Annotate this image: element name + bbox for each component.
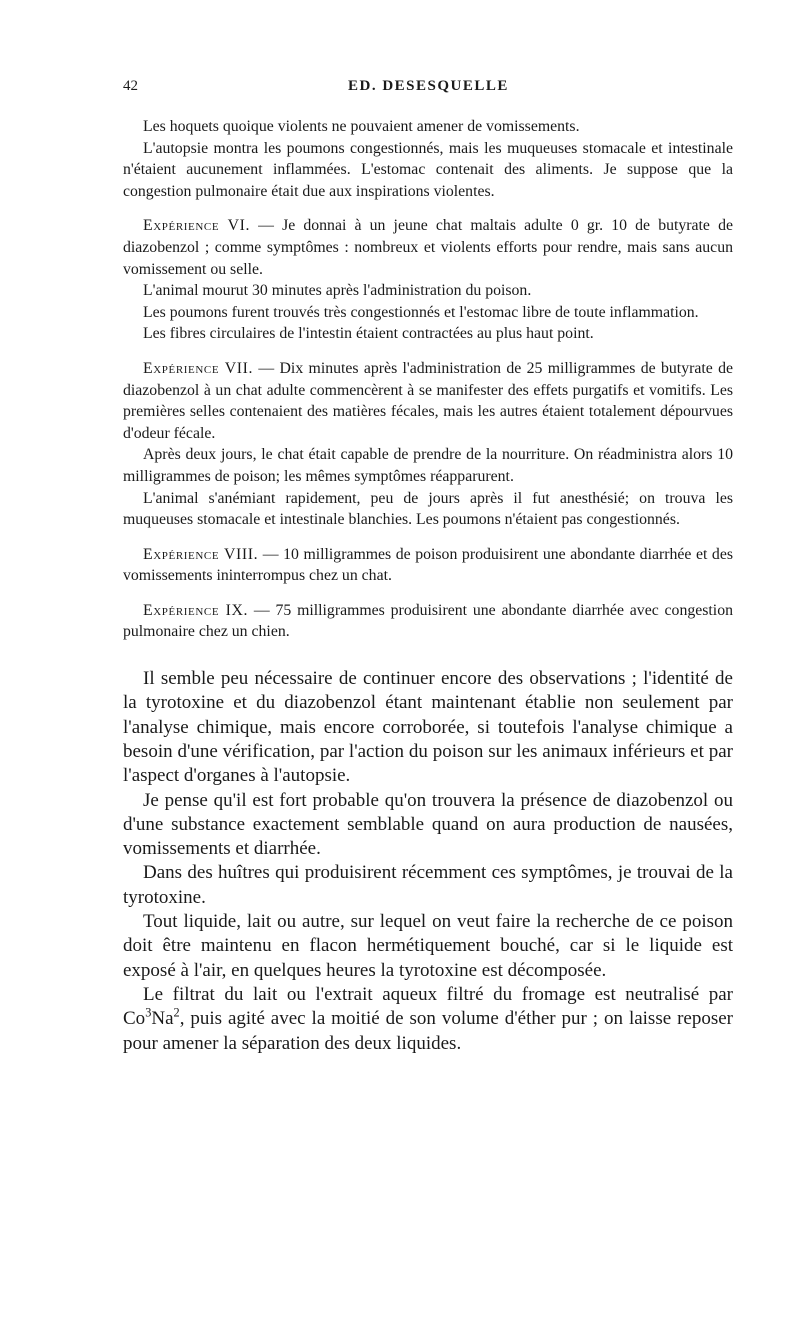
- running-title: ED. DESESQUELLE: [348, 78, 509, 94]
- text-run: Na: [151, 1008, 174, 1030]
- text-run: , puis agité avec la moitié de son volume d'éther pur ; on laisse reposer pour amener la séparation des deux liquides.: [123, 1008, 733, 1054]
- main-text: [123, 667, 733, 1056]
- experiment-text: — 75 milligrammes produisirent une abondante diarrhée avec congestion pulmonaire chez un chien.: [123, 601, 733, 641]
- experiment-text: — 10 milligrammes de poison produisirent une abondante diarrhée et des vomissements ininterrompus chez un chat.: [123, 545, 733, 585]
- page-number: 42: [123, 78, 138, 94]
- superscript: 3: [145, 1005, 152, 1020]
- paragraph: Je pense qu'il est fort probable qu'on trouvera la présence de diazobenzol ou d'une substance exactement semblable quand on aura production de nausées, vomissements et diarrhée.: [123, 789, 733, 860]
- paragraph: L'animal s'anémiant rapidement, peu de jours après il fut anesthésié; on trouva les muqueuses stomacale et intestinale blanchies. Les poumons n'étaient pas congestionnés.: [123, 489, 733, 529]
- paragraph: Tout liquide, lait ou autre, sur lequel on veut faire la recherche de ce poison doit être maintenu en flacon hermétiquement bouché, car si le liquide est exposé à l'air, en quelques heures la tyrotoxine est décomposée.: [123, 911, 733, 981]
- paragraph: [123, 983, 733, 1056]
- experiment-paragraph: [123, 600, 733, 643]
- paragraph: Les hoquets quoique violents ne pouvaient amener de vomissements.: [143, 118, 580, 135]
- superscript: 2: [173, 1005, 180, 1020]
- experiment-label: Expérience VII.: [143, 359, 254, 377]
- experiment-paragraph: [123, 544, 733, 587]
- paragraph: Les poumons furent trouvés très congestionnés et l'estomac libre de toute inflammation.: [143, 303, 699, 321]
- experiment-label: Expérience IX.: [143, 601, 248, 619]
- experiment-label: Expérience VIII.: [143, 545, 259, 563]
- document-page: [123, 78, 733, 1056]
- page-header: [123, 78, 733, 102]
- experiment-text: — Je donnai à un jeune chat maltais adulte 0 gr. 10 de butyrate de diazobenzol ; comme symptômes : nombreux et violents efforts pour rendre, mais sans aucun vomissement ou selle.: [123, 217, 733, 278]
- paragraph: L'autopsie montra les poumons congestionnés, mais les muqueuses stomacale et intestinale n'étaient aucunement inflammées. L'estomac contenait des aliments. Je suppose que la congestion pulmonaire était due aux inspirations violentes.: [123, 139, 733, 200]
- paragraph: Dans des huîtres qui produisirent récemment ces symptômes, je trouvai de la tyrotoxine.: [123, 862, 733, 908]
- paragraph: L'animal mourut 30 minutes après l'administration du poison.: [143, 282, 532, 300]
- experiment-label: Expérience VI.: [143, 217, 251, 235]
- experiment-text: — Dix minutes après l'administration de 25 milligrammes de butyrate de diazobenzol à un chat adulte commencèrent à se manifester des effets purgatifs et vomitifs. Les premières selles contenaient des matières fécales, mais les autres étaient totalement dépourvues d'odeur fécale.: [123, 359, 733, 442]
- experiment-paragraph: [123, 215, 733, 280]
- paragraph: Les fibres circulaires de l'intestin étaient contractées au plus haut point.: [143, 325, 594, 343]
- text-run: Le filtrat du lait ou l'extrait aqueux filtré du fromage est neutralisé par Co: [123, 983, 733, 1030]
- experiment-paragraph: [123, 358, 733, 444]
- paragraph: Il semble peu nécessaire de continuer encore des observations ; l'identité de la tyrotoxine et du diazobenzol étant maintenant établie non seulement par l'analyse chimique, mais encore corroborée, si toutefois l'analyse chimique a besoin d'une vérification, par l'action du poison sur les animaux inférieurs et par l'aspect d'organes à l'autopsie.: [123, 668, 733, 787]
- paragraph: Après deux jours, le chat était capable de prendre de la nourriture. On réadministra alors 10 milligrammes de poison; les mêmes symptômes réapparurent.: [123, 446, 733, 485]
- experiment-notes: [123, 116, 733, 643]
